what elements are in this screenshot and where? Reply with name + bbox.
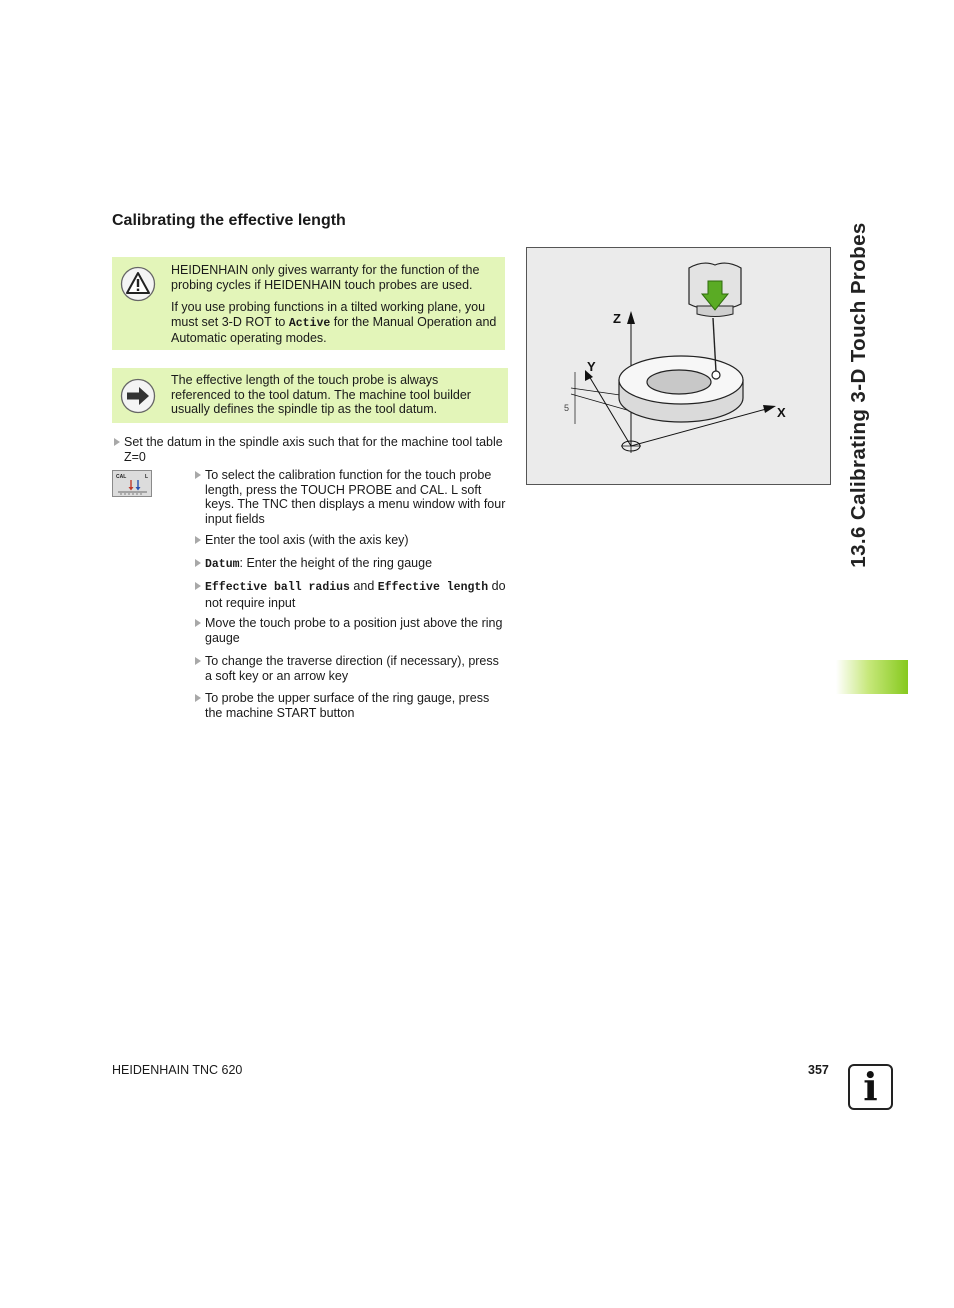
warning-text-1: HEIDENHAIN only gives warranty for the function of the probing cycles if HEIDENHAIN touch probes are used. [171,263,480,292]
info-note [112,368,508,423]
code-ball-radius: Effective ball radius [205,581,350,594]
step-datum: Datum: Enter the height of the ring gauge [193,556,508,573]
cal-l-softkey[interactable] [112,470,152,497]
x-axis-label: X [777,405,786,420]
dimension-label: 5 [564,403,570,413]
info-text: The effective length of the touch probe is always referenced to the tool datum. The machine tool builder usually defines the spindle tip as the tool datum. [171,373,471,417]
code-effective-length: Effective length [377,581,489,594]
code-active: Active [288,316,331,330]
z-axis-label: Z [613,311,621,326]
arrow-right-icon [120,378,156,414]
warning-note [112,257,505,350]
step-no-input: Effective ball radius and Effective length do not require input [193,579,508,610]
softkey-label-right: L [145,474,149,480]
chapter-title-text: 13.6 Calibrating 3-D Touch Probes [847,222,870,568]
ring-gauge-illustration [527,248,830,484]
info-icon: i [848,1064,893,1110]
step-probe-surface: To probe the upper surface of the ring gauge, press the machine START button [193,691,508,720]
y-axis-label: Y [587,359,596,374]
cal-l-softkey-icon [113,471,151,496]
warning-text-2: If you use probing functions in a tilted working plane, you must set 3-D ROT to Active for the Manual Operation and Automatic operating modes. [171,300,497,346]
footer-product: HEIDENHAIN TNC 620 [112,1063,243,1077]
step-set-datum: Set the datum in the spindle axis such that for the machine tool table Z=0 [112,435,508,464]
step-change-direction: To change the traverse direction (if necessary), press a soft key or an arrow key [193,654,508,683]
code-datum: Datum [205,558,240,571]
step-tool-axis: Enter the tool axis (with the axis key) [193,533,508,548]
ring-gauge-figure [526,247,831,485]
section-title: Calibrating the effective length [112,212,346,229]
page-number: 357 [808,1063,829,1077]
chapter-side-title [841,214,877,576]
chapter-tab [836,660,908,694]
softkey-label-left: CAL [116,474,127,480]
step-move-probe: Move the touch probe to a position just above the ring gauge [193,616,508,645]
warning-triangle-icon [120,266,156,302]
step-select-function: To select the calibration function for the touch probe length, press the TOUCH PROBE and CAL. L soft keys. The TNC then displays a menu window with four input fields [193,468,508,526]
